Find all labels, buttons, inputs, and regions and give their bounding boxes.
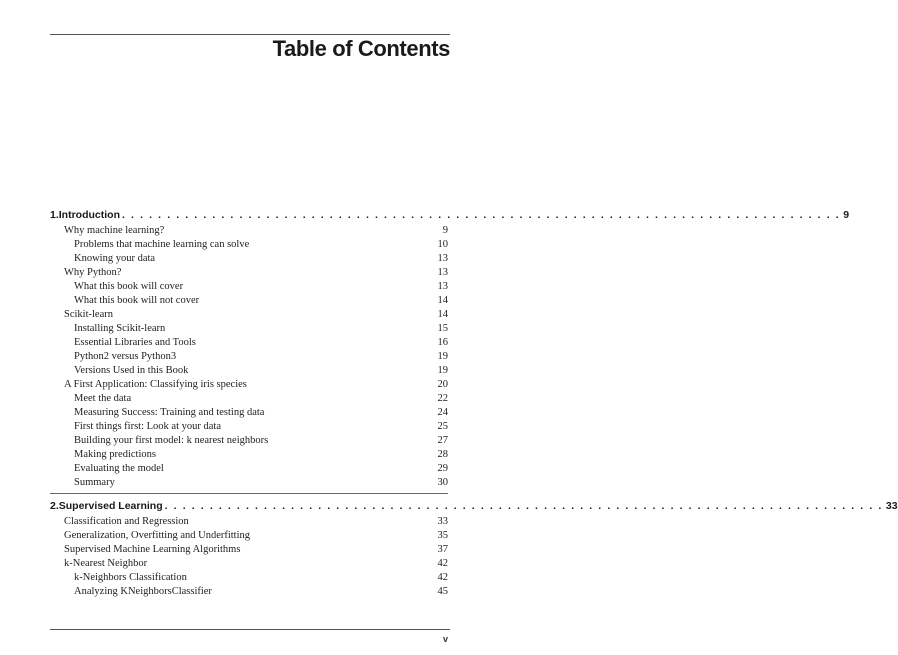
- entry-title: Scikit-learn: [64, 309, 113, 320]
- toc-entry[interactable]: [50, 543, 448, 557]
- toc-entry[interactable]: [50, 336, 448, 350]
- entry-page: 42: [437, 572, 448, 583]
- entry-title: Evaluating the model: [74, 463, 164, 474]
- toc-entry[interactable]: [50, 406, 448, 420]
- entry-page: 42: [437, 558, 448, 569]
- toc-entry[interactable]: [50, 392, 448, 406]
- toc-entry[interactable]: [50, 585, 448, 599]
- entry-page: 19: [437, 351, 448, 362]
- entry-title: Building your first model: k nearest neighbors: [74, 435, 269, 446]
- dot-leader: . . . . . . . . . . . . . . . . . . . . . . . . . . . . . . . . . . . . . . . . . . . . . . . . . . . . . . . . . . . . . . . . . . . . . . . . . . . . . . . .: [122, 209, 841, 221]
- entry-page: 28: [437, 449, 448, 460]
- entry-title: Knowing your data: [74, 253, 156, 264]
- toc-entry[interactable]: [50, 266, 448, 280]
- entry-page: 25: [437, 421, 448, 432]
- dot-leader: . . . . . . . . . . . . . . . . . . . . . . . . . . . . . . . . . . . . . . . . . . . . . . . . . . . . . . . . . . . . . . . . . . . . . . . . . . . . . . . .: [164, 500, 883, 512]
- entry-title: Problems that machine learning can solve: [74, 239, 250, 250]
- toc-entry[interactable]: [50, 462, 448, 476]
- entry-title: Measuring Success: Training and testing data: [74, 407, 265, 418]
- toc-entry[interactable]: [50, 420, 448, 434]
- toc-entry[interactable]: [50, 364, 448, 378]
- entry-page: 10: [437, 239, 448, 250]
- entry-title: Installing Scikit-learn: [74, 323, 166, 334]
- entry-page: 19: [437, 365, 448, 376]
- entry-title: Generalization, Overfitting and Underfitting: [64, 530, 251, 541]
- chapter-divider: [50, 493, 448, 494]
- entry-page: 35: [437, 530, 448, 541]
- entry-title: Essential Libraries and Tools: [74, 337, 196, 348]
- entry-page: 14: [437, 295, 448, 306]
- entry-page: 13: [437, 267, 448, 278]
- entry-title: Meet the data: [74, 393, 132, 404]
- entry-page: 13: [437, 281, 448, 292]
- chapter-title: Supervised Learning: [58, 500, 163, 512]
- toc-entry[interactable]: [50, 529, 448, 543]
- entry-title: What this book will cover: [74, 281, 184, 292]
- entry-page: 9: [442, 225, 448, 236]
- entry-title: k-Nearest Neighbor: [64, 558, 148, 569]
- toc-entry[interactable]: [50, 378, 448, 392]
- entry-title: First things first: Look at your data: [74, 421, 221, 432]
- page-title: Table of Contents: [272, 36, 450, 61]
- entry-title: Classification and Regression: [64, 516, 189, 527]
- entry-title: Analyzing KNeighborsClassifier: [74, 586, 212, 597]
- entry-page: 24: [437, 407, 448, 418]
- entry-page: 13: [437, 253, 448, 264]
- entry-title: Summary: [74, 477, 115, 488]
- entry-title: Why machine learning?: [64, 225, 165, 236]
- chapter-number: 2.: [50, 500, 59, 512]
- toc-entry[interactable]: [50, 252, 448, 266]
- entry-page: 30: [437, 477, 448, 488]
- top-rule: [50, 34, 450, 35]
- entry-page: 22: [437, 393, 448, 404]
- toc-entry[interactable]: [50, 476, 448, 490]
- entry-page: 15: [437, 323, 448, 334]
- entry-page: 45: [437, 586, 448, 597]
- entry-title: Supervised Machine Learning Algorithms: [64, 544, 241, 555]
- chapter-number: 1.: [50, 209, 59, 221]
- entry-page: 37: [437, 544, 448, 555]
- toc-entry[interactable]: [50, 350, 448, 364]
- chapter-page: 9: [843, 209, 850, 221]
- toc-entry[interactable]: [50, 294, 448, 308]
- entry-title: What this book will not cover: [74, 295, 200, 306]
- toc-entry[interactable]: [50, 434, 448, 448]
- page-number: v: [442, 634, 448, 644]
- entry-page: 33: [437, 516, 448, 527]
- entry-title: Versions Used in this Book: [74, 365, 189, 376]
- entry-title: Python2 versus Python3: [74, 351, 177, 362]
- entry-title: A First Application: Classifying iris species: [64, 379, 247, 390]
- entry-page: 16: [437, 337, 448, 348]
- toc-entry[interactable]: [50, 557, 448, 571]
- entry-page: 29: [437, 463, 448, 474]
- chapter-heading[interactable]: [50, 207, 850, 224]
- entry-title: Making predictions: [74, 449, 156, 460]
- entry-page: 27: [437, 435, 448, 446]
- toc-entry[interactable]: [50, 515, 448, 529]
- toc-entry[interactable]: [50, 224, 448, 238]
- entry-page: 20: [437, 379, 448, 390]
- entry-page: 14: [437, 309, 448, 320]
- bottom-rule: [50, 629, 450, 630]
- toc-entry[interactable]: [50, 322, 448, 336]
- toc-entry[interactable]: [50, 448, 448, 462]
- chapter-page: 33: [885, 500, 898, 512]
- chapter-title: Introduction: [58, 209, 121, 221]
- entry-title: k-Neighbors Classification: [74, 572, 187, 583]
- entry-title: Why Python?: [64, 267, 122, 278]
- toc-entry[interactable]: [50, 238, 448, 252]
- table-of-contents: [50, 207, 898, 599]
- toc-entry[interactable]: [50, 280, 448, 294]
- chapter-heading[interactable]: [50, 498, 898, 515]
- toc-entry[interactable]: [50, 571, 448, 585]
- toc-entry[interactable]: [50, 308, 448, 322]
